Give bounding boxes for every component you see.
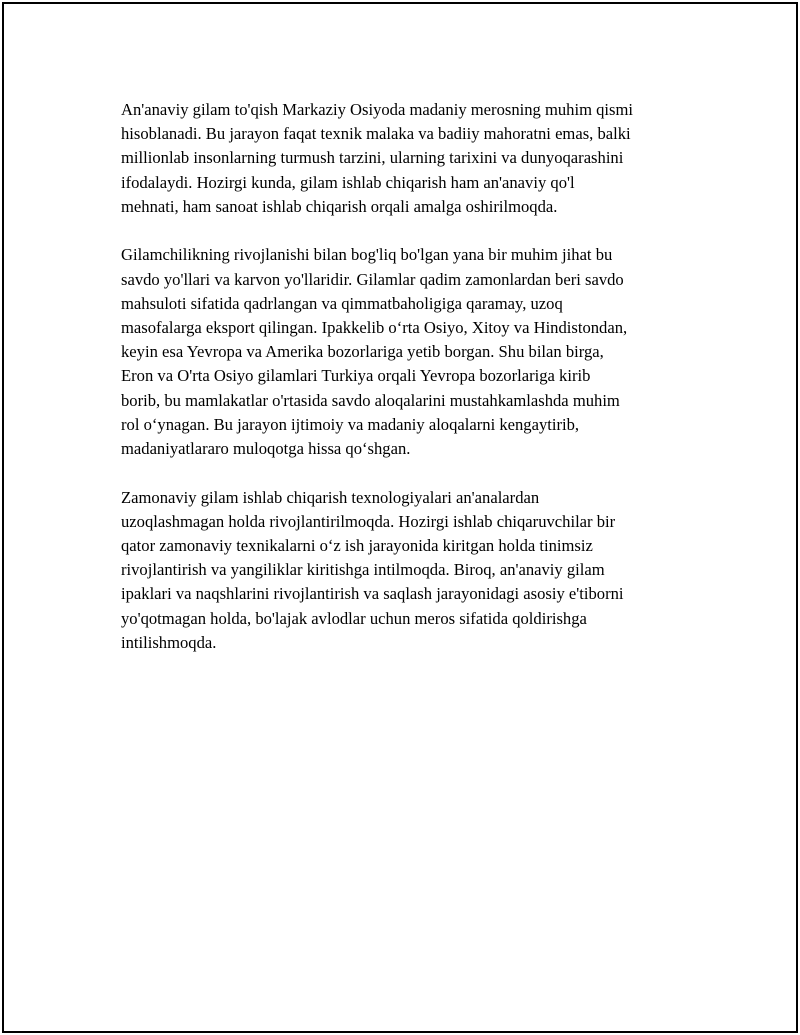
text-line: rivojlantirish va yangiliklar kiritishga intilmoqda. Biroq, an'anaviy gilam xyxy=(121,560,605,580)
text-line: rol o‘ynagan. Bu jarayon ijtimoiy va madaniy aloqalarni kengaytirib, xyxy=(121,414,580,434)
text-line: borib, bu mamlakatlar o'rtasida savdo aloqalarini mustahkamlashda muhim xyxy=(121,390,620,410)
text-line: mehnati, ham sanoat ishlab chiqarish orqali amalga oshirilmoqda. xyxy=(121,196,558,216)
text-line: millionlab insonlarning turmush tarzini, ularning tarixini va dunyoqarashini xyxy=(121,148,624,168)
text-line: Eron va O'rta Osiyo gilamlari Turkiya orqali Yevropa bozorlariga kirib xyxy=(121,366,591,386)
text-line: ifodalaydi. Hozirgi kunda, gilam ishlab chiqarish ham an'anaviy qo'l xyxy=(121,172,575,192)
text-line: Gilamchilikning rivojlanishi bilan bog'liq bo'lgan yana bir muhim jihat bu xyxy=(121,245,613,265)
text-line: qator zamonaviy texnikalarni o‘z ish jarayonida kiritgan holda tinimsiz xyxy=(121,536,593,556)
text-line: intilishmoqda. xyxy=(121,632,217,652)
text-line: masofalarga eksport qilingan. Ipakkelib o‘rta Osiyo, Xitoy va Hindistondan, xyxy=(121,318,628,338)
text-line: Zamonaviy gilam ishlab chiqarish texnologiyalari an'analardan xyxy=(121,487,540,507)
text-line: madaniyatlararo muloqotga hissa qo‘shgan. xyxy=(121,439,411,459)
text-line: hisoblanadi. Bu jarayon faqat texnik malaka va badiiy mahoratni emas, balki xyxy=(121,124,631,144)
text-line: keyin esa Yevropa va Amerika bozorlariga yetib borgan. Shu bilan birga, xyxy=(121,342,604,362)
document-page xyxy=(2,2,798,1033)
text-line: ipaklari va naqshlarini rivojlantirish va saqlash jarayonidagi asosiy e'tiborni xyxy=(121,584,624,604)
text-line: uzoqlashmagan holda rivojlantirilmoqda. Hozirgi ishlab chiqaruvchilar bir xyxy=(121,511,616,531)
document-body xyxy=(121,98,701,679)
paragraph-3 xyxy=(121,486,701,655)
text-line: An'anaviy gilam to'qish Markaziy Osiyoda madaniy merosning muhim qismi xyxy=(121,100,634,119)
text-line: yo'qotmagan holda, bo'lajak avlodlar uchun meros sifatida qoldirishga xyxy=(121,608,587,628)
paragraph-1 xyxy=(121,98,701,219)
text-line: mahsuloti sifatida qadrlangan va qimmatbaholigiga qaramay, uzoq xyxy=(121,293,563,313)
text-line: savdo yo'llari va karvon yo'llaridir. Gilamlar qadim zamonlardan beri savdo xyxy=(121,269,624,289)
paragraph-2 xyxy=(121,243,701,461)
